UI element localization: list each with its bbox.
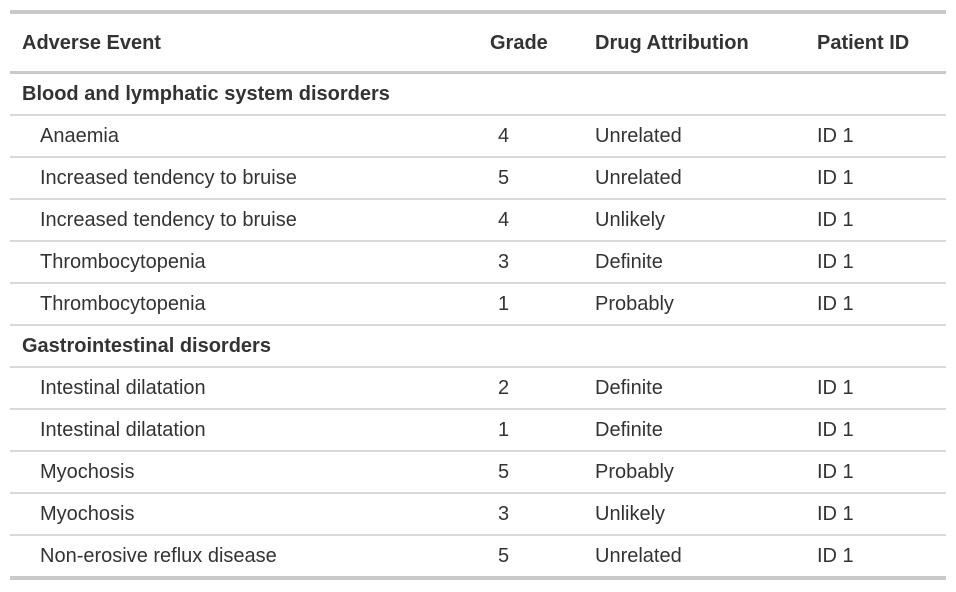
patient-cell: ID 1 <box>817 209 854 231</box>
event-cell: Anaemia <box>40 125 119 147</box>
table-row <box>10 156 946 198</box>
attribution-cell: Probably <box>595 461 674 483</box>
grade-cell: 5 <box>498 167 510 189</box>
event-cell: Thrombocytopenia <box>40 293 206 315</box>
patient-cell: ID 1 <box>817 167 854 189</box>
group-header-blood-lymphatic <box>10 74 946 114</box>
group-header-gastrointestinal <box>10 324 946 366</box>
column-header-adverse-event: Adverse Event <box>22 32 161 54</box>
event-cell: Myochosis <box>40 461 135 483</box>
grade-cell: 3 <box>498 503 510 525</box>
grade-cell: 1 <box>498 419 510 441</box>
table-row <box>10 114 946 156</box>
grade-cell: 4 <box>498 125 510 147</box>
event-cell: Intestinal dilatation <box>40 377 206 399</box>
patient-cell: ID 1 <box>817 503 854 525</box>
table-row <box>10 198 946 240</box>
grade-cell: 3 <box>498 251 510 273</box>
patient-cell: ID 1 <box>817 293 854 315</box>
event-cell: Intestinal dilatation <box>40 419 206 441</box>
attribution-cell: Definite <box>595 251 663 273</box>
patient-cell: ID 1 <box>817 461 854 483</box>
event-cell: Myochosis <box>40 503 135 525</box>
table-header-row <box>10 14 946 74</box>
patient-cell: ID 1 <box>817 545 854 567</box>
table-row <box>10 240 946 282</box>
patient-cell: ID 1 <box>817 125 854 147</box>
patient-cell: ID 1 <box>817 419 854 441</box>
attribution-cell: Unlikely <box>595 209 666 231</box>
attribution-cell: Definite <box>595 377 663 399</box>
grade-cell: 5 <box>498 461 510 483</box>
adverse-events-table <box>10 10 946 580</box>
table-row <box>10 408 946 450</box>
table-row <box>10 366 946 408</box>
column-header-drug-attribution: Drug Attribution <box>595 32 749 54</box>
grade-cell: 4 <box>498 209 510 231</box>
attribution-cell: Probably <box>595 293 674 315</box>
table-row <box>10 534 946 576</box>
patient-cell: ID 1 <box>817 377 854 399</box>
grade-cell: 5 <box>498 545 510 567</box>
table-row <box>10 450 946 492</box>
attribution-cell: Unlikely <box>595 503 666 525</box>
event-cell: Thrombocytopenia <box>40 251 206 273</box>
table-row <box>10 282 946 324</box>
attribution-cell: Unrelated <box>595 125 682 147</box>
group-header-label: Gastrointestinal disorders <box>22 335 271 357</box>
column-header-patient-id: Patient ID <box>817 32 910 54</box>
attribution-cell: Unrelated <box>595 545 682 567</box>
column-header-grade: Grade <box>490 32 548 54</box>
event-cell: Increased tendency to bruise <box>40 209 297 231</box>
grade-cell: 1 <box>498 293 510 315</box>
group-header-label: Blood and lymphatic system disorders <box>22 83 390 105</box>
event-cell: Increased tendency to bruise <box>40 167 297 189</box>
attribution-cell: Definite <box>595 419 663 441</box>
grade-cell: 2 <box>498 377 510 399</box>
event-cell: Non-erosive reflux disease <box>40 545 277 567</box>
table-row <box>10 492 946 534</box>
patient-cell: ID 1 <box>817 251 854 273</box>
attribution-cell: Unrelated <box>595 167 682 189</box>
